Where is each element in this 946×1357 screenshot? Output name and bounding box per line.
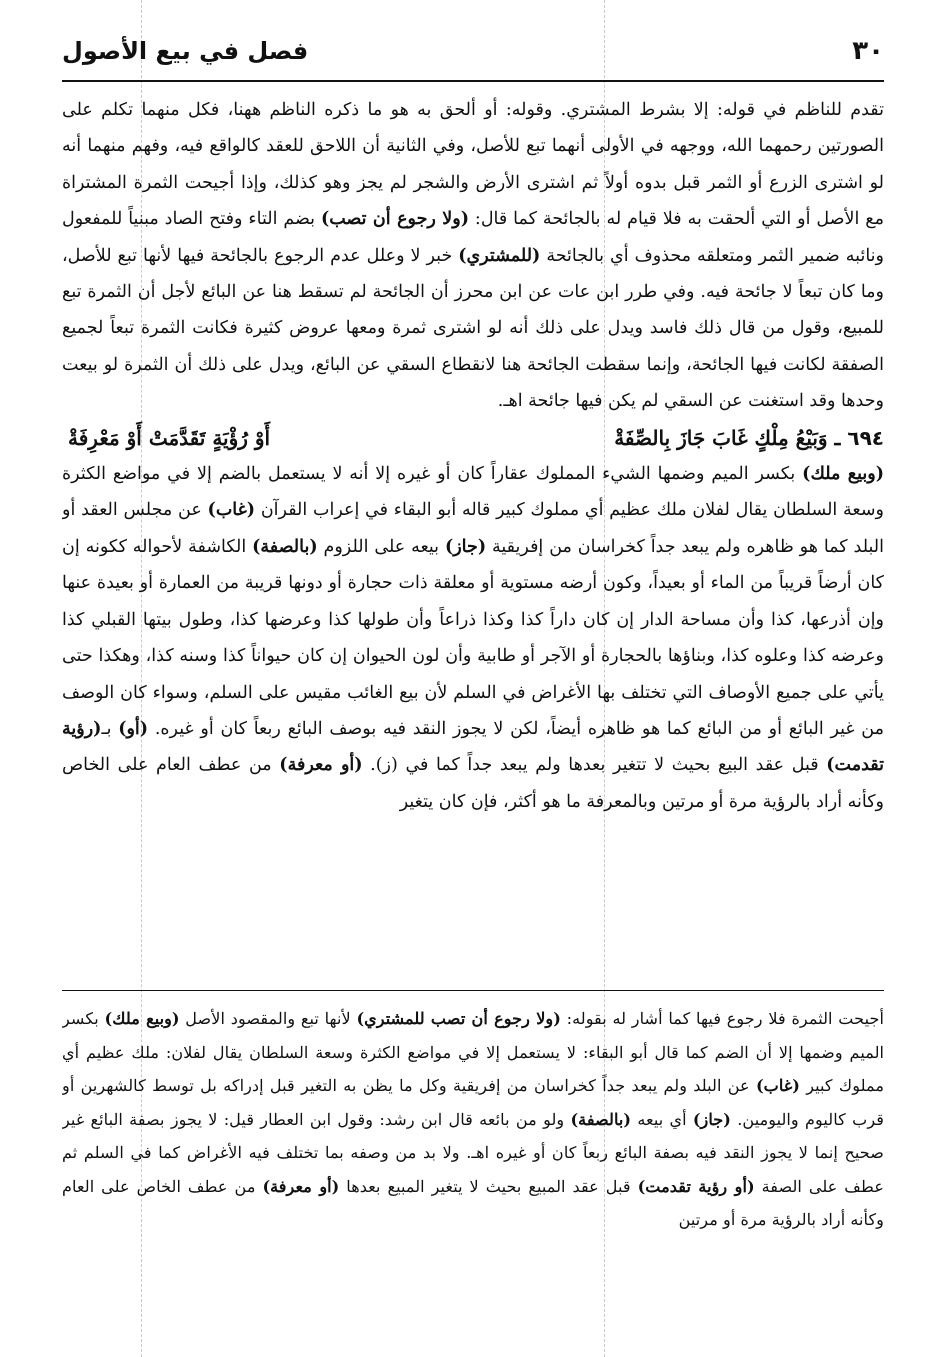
text-run: لأنها تبع [300, 1009, 357, 1028]
verse-line [62, 420, 884, 456]
verse-quote: (رؤية تقدمت) [62, 718, 884, 776]
verse-quote: (جاز) [444, 536, 487, 557]
text-run: بضم التاء وفتح الصاد مبنياً للمفعول ونائبه [62, 209, 884, 266]
commentary-paragraph-1 [62, 92, 884, 420]
page-number: ٣٠ [852, 36, 884, 66]
text-run: أي بيعه [631, 1109, 693, 1129]
text-run: بيعه على اللزوم [317, 536, 445, 557]
footnote-text [62, 1002, 884, 1322]
hemistich-text: ـ وَبَيْعُ مِلْكٍ غَابَ جَازَ بِالصِّفَةْ [614, 425, 841, 450]
verse-second-hemistich: أَوْ رُؤْيَةٍ تَقَدَّمَتْ أَوْ مَعْرِفَةْ [68, 425, 271, 450]
text-run: بما تختلف فيه الأغراض كما في السلم ثم عطف على الصفة [62, 1143, 884, 1196]
commentary-paragraph-2 [62, 456, 884, 820]
text-run: قبل عقد المبيع بحيث [485, 1176, 638, 1196]
text-run: قبل عقد البيع بحيث لا تتغير بعدها ولم يبعد جداً كما في (ز). [362, 755, 827, 776]
verse-first-hemistich [614, 420, 884, 456]
text-run: والمقصود الأصل [179, 1009, 296, 1028]
text-run: عن البلد ولم يبعد [631, 1076, 756, 1095]
text-run: بكسر الميم وضمها الشيء المملوك عقاراً كان أو غيره إلا أنه لا يستعمل [267, 464, 803, 485]
footnote-divider [62, 990, 884, 991]
text-run: ضمير الثمر ومتعلقه محذوف أي بالجائحة [540, 245, 840, 266]
text-run: بـ [101, 718, 112, 739]
text-line: بعيداً، وكون أرضه مستوية أو معلقة ذات حجارة أو دونها قريبة من العمارة أو بعيدة عنها وإن [62, 573, 884, 630]
text-line: تسقط هنا عن البائع لأجل أن الثمرة تبع للمبيع، وقول من قال ذلك فاسد ويدل على ذلك أنه [62, 282, 884, 339]
verse-quote: (ولا رجوع أن تصب) [320, 209, 469, 230]
text-run: واليومين. [730, 1109, 799, 1129]
text-line: وطول بيتها القبلي كذا وعرضه كذا وعلوه كذا، وبناؤها بالحجارة أو الآجر أو طابية وأن لون [62, 609, 884, 667]
running-title: فصل في بيع الأصول [62, 37, 309, 65]
text-line: الأرض والشجر لم يجز وهو كذلك، وإذا أجيحت الثمرة المشتراة مع الأصل أو التي ألحقت به [62, 172, 884, 230]
text-line: اللاحق للعقد كالواقع فيه، وفهم منهما أنه لو اشترى الزرع أو الثمر قبل بدوه أولاً ثم اشترى [62, 136, 884, 193]
text-run: في إعراب القرآن [255, 500, 389, 521]
verse-quote: (وبيع ملك) [802, 464, 884, 485]
verse-quote: (أو معرفة) [279, 755, 363, 776]
text-line: عطف العام على الخاص وكأنه أراد بالرؤية مرة أو مرتين وبالمعرفة ما هو أكثر، فإن كان يتغير [62, 755, 884, 812]
verse-quote: (وبيع ملك) [104, 1009, 180, 1028]
text-line: بالضم إلا في مواضع الكثرة وسعة السلطان يقال لفلان ملك عظيم أي مملوك كبير قاله أبو البقاء [62, 464, 884, 521]
main-text [62, 92, 884, 952]
text-run: لا يتغير المبيع بعدها [339, 1176, 479, 1196]
text-line: الحيوان إن كان حيواناً كذا وسنه كذا، وهكذا حتى يأتي على جميع الأوصاف التي تختلف بها [62, 646, 884, 703]
verse-quote: (بالصفة) [570, 1109, 632, 1129]
text-run: فلا قيام له بالجائحة كما قال: [469, 209, 682, 230]
verse-quote: (جاز) [692, 1109, 731, 1129]
text-line: تقدم للناظم في قوله: إلا بشرط المشتري. وقوله: أو ألحق به هو ما ذكره الناظم ههنا، فكل [188, 100, 884, 120]
text-run: من عطف الخاص على العام وكأنه أراد بالرؤية مرة أو مرتين [62, 1176, 884, 1229]
text-line: الأغراض في السلم لأن بيع الغائب مقيس على السلم، وسواء كان الوصف من غير البائع أو [62, 682, 884, 739]
text-run: إفريقية [486, 536, 544, 557]
verse-quote: (أو) [118, 718, 149, 739]
text-line: سقطت الجائحة هنا لانقطاع السقي عن البائع، ويدل على ذلك أن الثمرة لو بيعت وحدها وقد [62, 354, 884, 412]
text-run: أجيحت الثمرة فلا رجوع فيها كما أشار له بقوله: [560, 1009, 884, 1028]
text-run: من البائع كما هو ظاهره أيضاً، لكن لا يجوز النقد فيه بوصف البائع ربعاً كان أو غيره. [148, 718, 762, 739]
text-line: منهما تكلم على الصورتين رحمهما الله، ووجهه في الأولى أنهما تبع للأصل، وفي الثانية أن [62, 100, 884, 157]
text-run: من [248, 755, 280, 776]
text-line: استغنت عن السقي لم يكن فيها جائحة اهـ. [497, 391, 804, 412]
text-run: بكسر الميم وضمها إلا أن الضم كما قال أبو البقاء: لا يستعمل إلا [62, 1009, 884, 1062]
text-line: لو اشترى ثمرة ومعها عروض كثيرة فكانت الثمرة تبعاً لجميع الصفقة لكانت فيها الجائحة، وإنما [62, 318, 884, 375]
text-line: أذرعها، كذا وأن مساحة الدار إن كان داراً كذا وكذا ذراعاً وأن طولها كذا وعرضها كذا، [229, 609, 851, 630]
verse-quote: (أو رؤية تقدمت) [637, 1176, 755, 1196]
text-run: خبر لا وعلل عدم الرجوع بالجائحة فيها [177, 245, 459, 266]
text-run: الكاشفة لأحواله ككونه إن كان أرضاً قريباً من الماء أو [62, 536, 884, 594]
text-run: ولو من بائعه قال ابن رشد: وقول ابن العطار قيل: لا يجوز [170, 1109, 571, 1129]
verse-quote: (للمشتري) [458, 245, 541, 266]
verse-quote: (غاب) [755, 1076, 800, 1095]
text-line: جداً كخراسان من إفريقية وكل ما يظن به التغير قبل إدراكه بل توسط كالشهرين أو قرب كاليوم [62, 1076, 884, 1129]
page-header [62, 22, 884, 82]
text-run: في مواضع الكثرة وسعة السلطان يقال لفلان: ملك عظيم أي مملوك كبير [62, 1042, 884, 1095]
verse-number: ٦٩٤ [847, 425, 884, 450]
verse-quote: (غاب) [207, 500, 256, 521]
verse-quote: (ولا رجوع أن تصب للمشتري) [356, 1009, 561, 1028]
verse-quote: (بالصفة) [252, 536, 318, 557]
text-run: عن مجلس العقد أو البلد كما هو ظاهره ولم يبعد جداً كخراسان من [62, 500, 884, 557]
text-line: بصفة البائع غير صحيح إنما لا يجوز النقد فيه بصفة البائع ربعاً كان أو غيره اهـ. ولا بد من وصفه [62, 1109, 884, 1162]
text-line: لأنها تبع للأصل، وما كان تبعاً لا جائحة فيه. وفي طرر ابن عات عن ابن محرز أن الجائحة لم [62, 245, 884, 303]
verse-quote: (أو معرفة) [262, 1176, 340, 1196]
footnote-paragraph [62, 1002, 884, 1237]
